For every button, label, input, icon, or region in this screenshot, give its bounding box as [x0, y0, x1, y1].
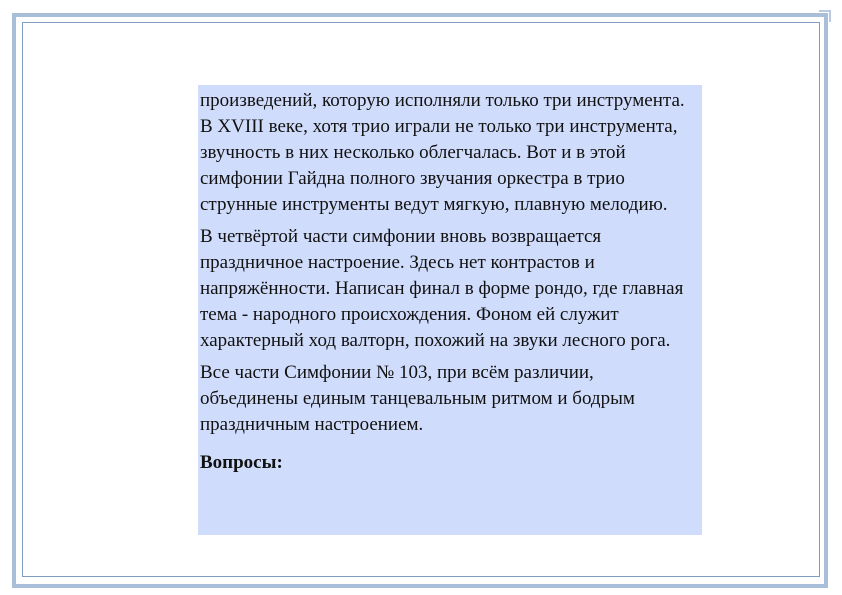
paragraph-conclusion: Все части Симфонии № 103, при всём различии, объединены единым танцевальным ритмом и бодрым праздничным настроением. [200, 362, 635, 435]
frame-corner-decoration [819, 10, 831, 22]
paragraph-trio: произведений, которую исполняли только три инструмента. В XVIII веке, хотя трио играли не только три инструмента, звучность в них несколько облегчалась. Вот и в этой симфонии Гайдна полного звучания оркестра в трио струнные инструменты ведут мягкую, плавную мелодию. [200, 90, 685, 215]
text-block [198, 85, 702, 535]
paragraph-fourth-movement: В четвёртой части симфонии вновь возвращается праздничное настроение. Здесь нет контрастов и напряжённости. Написан финал в форме рондо, где главная тема - народного происхождения. Фоном ей служит характерный ход валторн, похожий на звуки лесного рога. [200, 226, 684, 351]
questions-heading: Вопросы: [200, 452, 283, 473]
